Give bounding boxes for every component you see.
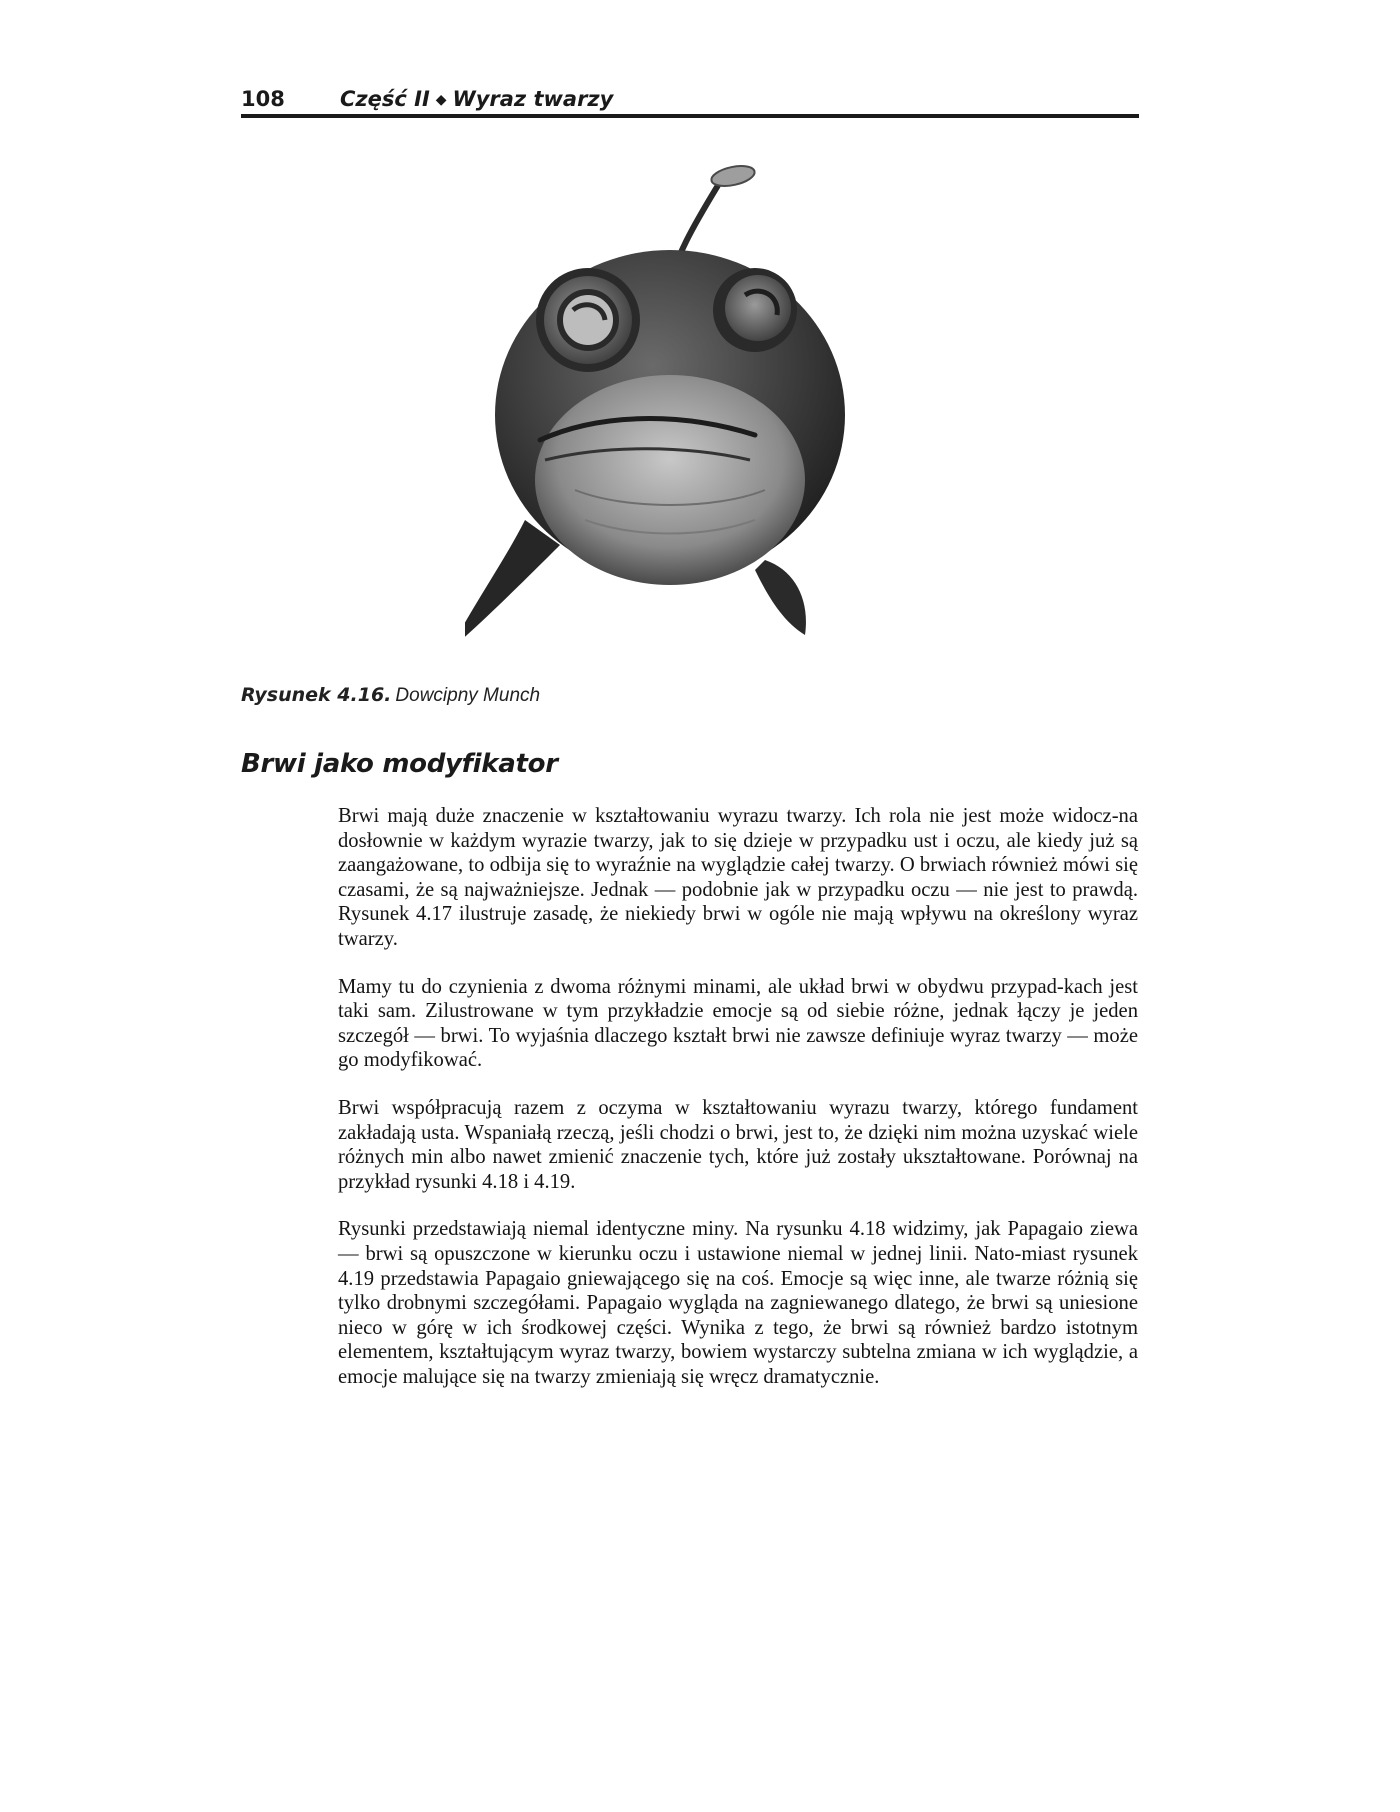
body-text [338,804,1138,1412]
part-label: Część II [340,87,430,111]
running-header [241,86,1139,118]
paragraph: Brwi mają duże znaczenie w kształtowaniu wyrazu twarzy. Ich rola nie jest może widocz-na dosłownie w każdym wyrazie twarzy, jak to się dzieje w przypadku ust i oczu, ale kiedy już są zaangażowane, to odbija się to wyraźnie na wyglądzie całej twarzy. O brwiach również mówi się czasami, że są najważniejsze. Jednak — podobnie jak w przypadku oczu — nie jest to prawdą. Rysunek 4.17 ilustruje zasadę, że niekiedy brwi w ogóle nie mają wpływu na określony wyraz twarzy. [338,805,1138,950]
running-title [340,88,613,111]
diamond-separator-icon: ◆ [435,92,447,108]
figure-munch-illustration [465,160,905,670]
page-number: 108 [241,87,285,111]
caption-text: Dowcipny Munch [395,685,541,706]
munch-character-illustration [465,160,905,670]
paragraph: Mamy tu do czynienia z dwoma różnymi minami, ale układ brwi w obydwu przypad-kach jest taki sam. Zilustrowane w tym przykładzie emocje są od siebie różne, jednak łączy je jeden szczegół — brwi. To wyjaśnia dlaczego kształt brwi nie zawsze definiuje wyraz twarzy — może go modyfikować. [338,975,1138,1072]
chapter-title: Wyraz twarzy [452,87,614,111]
paragraph: Brwi współpracują razem z oczyma w kształtowaniu wyrazu twarzy, którego fundament zakładają usta. Wspaniałą rzeczą, jeśli chodzi o brwi, jest to, że dzięki nim można uzyskać wiele różnych min albo nawet zmienić znaczenie tych, które już zostały ukształtowane. Porównaj na przykład rysunki 4.18 i 4.19. [338,1096,1138,1193]
paragraph: Rysunki przedstawiają niemal identyczne miny. Na rysunku 4.18 widzimy, jak Papagaio ziewa — brwi są opuszczone w kierunku oczu i ustawione niemal w jednej linii. Nato-miast rysunek 4.19 przedstawia Papagaio gniewającego się na coś. Emocje są więc inne, ale twarze różnią się tylko drobnymi szczegółami. Papagaio wygląda na zagniewanego dlatego, że brwi są uniesione nieco w górę w ich środkowej części. Wynika z tego, że brwi są również bardzo istotnym elementem, kształtującym wyraz twarzy, bowiem wystarczy subtelna zmiana w ich wyglądzie, a emocje malujące się na twarzy zmieniają się wręcz dramatycznie. [338,1218,1138,1388]
caption-label: Rysunek 4.16. [241,684,392,706]
figure-caption [241,683,540,708]
section-heading: Brwi jako modyfikator [241,749,558,779]
